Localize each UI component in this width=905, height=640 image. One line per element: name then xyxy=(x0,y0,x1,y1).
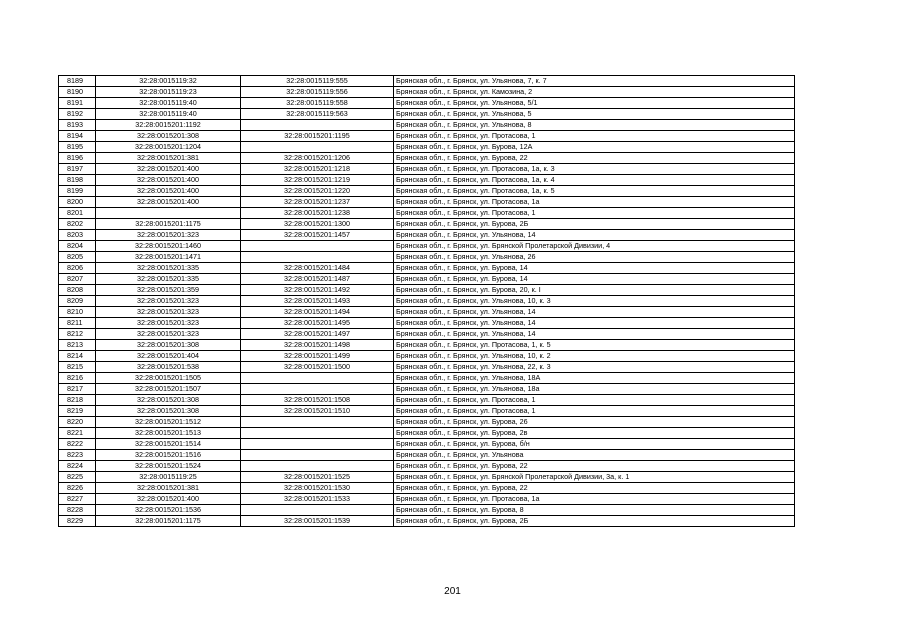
address-cell: Брянская обл., г. Брянск, ул. Бурова, 26 xyxy=(394,417,795,428)
row-number-cell: 8199 xyxy=(59,186,96,197)
land-cadastral-number-cell: 32:28:0015201:1524 xyxy=(96,461,241,472)
table-row xyxy=(59,351,795,362)
land-cadastral-number-cell: 32:28:0015119:40 xyxy=(96,109,241,120)
land-cadastral-number-cell: 32:28:0015201:400 xyxy=(96,494,241,505)
row-number-cell: 8227 xyxy=(59,494,96,505)
land-cadastral-number-cell: 32:28:0015201:323 xyxy=(96,296,241,307)
address-cell: Брянская обл., г. Брянск, ул. Ульянова, 10, к. 3 xyxy=(394,296,795,307)
land-cadastral-number-cell: 32:28:0015201:1175 xyxy=(96,516,241,527)
address-cell: Брянская обл., г. Брянск, ул. Ульянова, 5/1 xyxy=(394,98,795,109)
land-cadastral-number-cell: 32:28:0015201:381 xyxy=(96,483,241,494)
address-cell: Брянская обл., г. Брянск, ул. Бурова, 2Б xyxy=(394,219,795,230)
land-cadastral-number-cell: 32:28:0015201:1512 xyxy=(96,417,241,428)
land-cadastral-number-cell: 32:28:0015201:335 xyxy=(96,263,241,274)
table-row xyxy=(59,428,795,439)
table-row xyxy=(59,307,795,318)
row-number-cell: 8228 xyxy=(59,505,96,516)
building-cadastral-number-cell: 32:28:0015201:1494 xyxy=(241,307,394,318)
address-cell: Брянская обл., г. Брянск, ул. Протасова, 1 xyxy=(394,208,795,219)
table-row xyxy=(59,362,795,373)
land-cadastral-number-cell: 32:28:0015201:1516 xyxy=(96,450,241,461)
address-cell: Брянская обл., г. Брянск, ул. Бурова, 14 xyxy=(394,274,795,285)
building-cadastral-number-cell: 32:28:0015201:1510 xyxy=(241,406,394,417)
row-number-cell: 8200 xyxy=(59,197,96,208)
table-row xyxy=(59,472,795,483)
land-cadastral-number-cell: 32:28:0015201:1513 xyxy=(96,428,241,439)
building-cadastral-number-cell: 32:28:0015201:1499 xyxy=(241,351,394,362)
row-number-cell: 8208 xyxy=(59,285,96,296)
land-cadastral-number-cell: 32:28:0015201:1175 xyxy=(96,219,241,230)
address-cell: Брянская обл., г. Брянск, ул. Протасова, 1а xyxy=(394,197,795,208)
registry-body xyxy=(59,76,795,527)
address-cell: Брянская обл., г. Брянск, ул. Бурова, 2Б xyxy=(394,516,795,527)
row-number-cell: 8223 xyxy=(59,450,96,461)
table-row xyxy=(59,505,795,516)
row-number-cell: 8202 xyxy=(59,219,96,230)
land-cadastral-number-cell: 32:28:0015201:335 xyxy=(96,274,241,285)
building-cadastral-number-cell xyxy=(241,252,394,263)
row-number-cell: 8211 xyxy=(59,318,96,329)
address-cell: Брянская обл., г. Брянск, ул. Ульянова, 10, к. 2 xyxy=(394,351,795,362)
building-cadastral-number-cell xyxy=(241,461,394,472)
building-cadastral-number-cell: 32:28:0015119:563 xyxy=(241,109,394,120)
building-cadastral-number-cell xyxy=(241,120,394,131)
land-cadastral-number-cell: 32:28:0015119:32 xyxy=(96,76,241,87)
building-cadastral-number-cell: 32:28:0015119:555 xyxy=(241,76,394,87)
row-number-cell: 8193 xyxy=(59,120,96,131)
registry-table xyxy=(58,75,795,527)
building-cadastral-number-cell: 32:28:0015201:1533 xyxy=(241,494,394,505)
table-row xyxy=(59,461,795,472)
address-cell: Брянская обл., г. Брянск, ул. Протасова, 1 xyxy=(394,131,795,142)
row-number-cell: 8216 xyxy=(59,373,96,384)
row-number-cell: 8205 xyxy=(59,252,96,263)
address-cell: Брянская обл., г. Брянск, ул. Протасова, 1а, к. 5 xyxy=(394,186,795,197)
address-cell: Брянская обл., г. Брянск, ул. Протасова, 1а xyxy=(394,494,795,505)
building-cadastral-number-cell: 32:28:0015119:558 xyxy=(241,98,394,109)
address-cell: Брянская обл., г. Брянск, ул. Бурова, б/н xyxy=(394,439,795,450)
building-cadastral-number-cell xyxy=(241,450,394,461)
building-cadastral-number-cell: 32:28:0015201:1493 xyxy=(241,296,394,307)
building-cadastral-number-cell: 32:28:0015201:1237 xyxy=(241,197,394,208)
address-cell: Брянская обл., г. Брянск, ул. Протасова, 1а, к. 4 xyxy=(394,175,795,186)
building-cadastral-number-cell: 32:28:0015201:1195 xyxy=(241,131,394,142)
table-row xyxy=(59,208,795,219)
row-number-cell: 8191 xyxy=(59,98,96,109)
row-number-cell: 8214 xyxy=(59,351,96,362)
land-cadastral-number-cell: 32:28:0015201:1471 xyxy=(96,252,241,263)
land-cadastral-number-cell: 32:28:0015201:1192 xyxy=(96,120,241,131)
land-cadastral-number-cell: 32:28:0015201:323 xyxy=(96,318,241,329)
row-number-cell: 8190 xyxy=(59,87,96,98)
land-cadastral-number-cell: 32:28:0015201:381 xyxy=(96,153,241,164)
building-cadastral-number-cell: 32:28:0015201:1500 xyxy=(241,362,394,373)
building-cadastral-number-cell: 32:28:0015201:1238 xyxy=(241,208,394,219)
land-cadastral-number-cell: 32:28:0015201:1536 xyxy=(96,505,241,516)
row-number-cell: 8221 xyxy=(59,428,96,439)
address-cell: Брянская обл., г. Брянск, ул. Бурова, 2в xyxy=(394,428,795,439)
table-row xyxy=(59,87,795,98)
table-row xyxy=(59,329,795,340)
building-cadastral-number-cell: 32:28:0015201:1206 xyxy=(241,153,394,164)
row-number-cell: 8195 xyxy=(59,142,96,153)
row-number-cell: 8217 xyxy=(59,384,96,395)
table-row xyxy=(59,219,795,230)
table-row xyxy=(59,263,795,274)
address-cell: Брянская обл., г. Брянск, ул. Протасова, 1а, к. 3 xyxy=(394,164,795,175)
table-row xyxy=(59,164,795,175)
land-cadastral-number-cell: 32:28:0015201:308 xyxy=(96,406,241,417)
address-cell: Брянская обл., г. Брянск, ул. Брянской Пролетарской Дивизии, 4 xyxy=(394,241,795,252)
row-number-cell: 8219 xyxy=(59,406,96,417)
building-cadastral-number-cell xyxy=(241,142,394,153)
land-cadastral-number-cell: 32:28:0015201:323 xyxy=(96,329,241,340)
address-cell: Брянская обл., г. Брянск, ул. Бурова, 22 xyxy=(394,483,795,494)
row-number-cell: 8210 xyxy=(59,307,96,318)
row-number-cell: 8224 xyxy=(59,461,96,472)
table-row xyxy=(59,120,795,131)
land-cadastral-number-cell: 32:28:0015119:23 xyxy=(96,87,241,98)
address-cell: Брянская обл., г. Брянск, ул. Ульянова, 14 xyxy=(394,318,795,329)
address-cell: Брянская обл., г. Брянск, ул. Протасова, 1, к. 5 xyxy=(394,340,795,351)
land-cadastral-number-cell: 32:28:0015119:40 xyxy=(96,98,241,109)
land-cadastral-number-cell: 32:28:0015201:308 xyxy=(96,395,241,406)
building-cadastral-number-cell: 32:28:0015201:1220 xyxy=(241,186,394,197)
building-cadastral-number-cell: 32:28:0015201:1492 xyxy=(241,285,394,296)
row-number-cell: 8222 xyxy=(59,439,96,450)
address-cell: Брянская обл., г. Брянск, ул. Ульянова, 14 xyxy=(394,329,795,340)
address-cell: Брянская обл., г. Брянск, ул. Ульянова, 7, к. 7 xyxy=(394,76,795,87)
building-cadastral-number-cell xyxy=(241,439,394,450)
table-row xyxy=(59,76,795,87)
address-cell: Брянская обл., г. Брянск, ул. Бурова, 22 xyxy=(394,153,795,164)
land-cadastral-number-cell: 32:28:0015201:404 xyxy=(96,351,241,362)
land-cadastral-number-cell: 32:28:0015201:1507 xyxy=(96,384,241,395)
land-cadastral-number-cell: 32:28:0015201:1514 xyxy=(96,439,241,450)
address-cell: Брянская обл., г. Брянск, ул. Бурова, 8 xyxy=(394,505,795,516)
row-number-cell: 8220 xyxy=(59,417,96,428)
row-number-cell: 8212 xyxy=(59,329,96,340)
building-cadastral-number-cell: 32:28:0015201:1530 xyxy=(241,483,394,494)
address-cell: Брянская обл., г. Брянск, ул. Бурова, 12А xyxy=(394,142,795,153)
page-number: 201 xyxy=(444,586,461,597)
table-row xyxy=(59,483,795,494)
table-row xyxy=(59,494,795,505)
address-cell: Брянская обл., г. Брянск, ул. Ульянова, 14 xyxy=(394,230,795,241)
building-cadastral-number-cell: 32:28:0015201:1508 xyxy=(241,395,394,406)
row-number-cell: 8225 xyxy=(59,472,96,483)
row-number-cell: 8206 xyxy=(59,263,96,274)
land-cadastral-number-cell: 32:28:0015201:400 xyxy=(96,164,241,175)
row-number-cell: 8194 xyxy=(59,131,96,142)
table-row xyxy=(59,516,795,527)
row-number-cell: 8215 xyxy=(59,362,96,373)
table-row xyxy=(59,417,795,428)
building-cadastral-number-cell: 32:28:0015201:1300 xyxy=(241,219,394,230)
address-cell: Брянская обл., г. Брянск, ул. Ульянова xyxy=(394,450,795,461)
building-cadastral-number-cell xyxy=(241,417,394,428)
table-row xyxy=(59,252,795,263)
land-cadastral-number-cell: 32:28:0015201:400 xyxy=(96,175,241,186)
building-cadastral-number-cell: 32:28:0015201:1487 xyxy=(241,274,394,285)
table-row xyxy=(59,175,795,186)
address-cell: Брянская обл., г. Брянск, ул. Ульянова, 26 xyxy=(394,252,795,263)
row-number-cell: 8204 xyxy=(59,241,96,252)
row-number-cell: 8197 xyxy=(59,164,96,175)
land-cadastral-number-cell: 32:28:0015201:1204 xyxy=(96,142,241,153)
table-row xyxy=(59,439,795,450)
row-number-cell: 8198 xyxy=(59,175,96,186)
building-cadastral-number-cell xyxy=(241,241,394,252)
row-number-cell: 8192 xyxy=(59,109,96,120)
land-cadastral-number-cell: 32:28:0015201:308 xyxy=(96,131,241,142)
table-row xyxy=(59,186,795,197)
land-cadastral-number-cell xyxy=(96,208,241,219)
building-cadastral-number-cell: 32:28:0015201:1497 xyxy=(241,329,394,340)
table-row xyxy=(59,98,795,109)
land-cadastral-number-cell: 32:28:0015201:400 xyxy=(96,197,241,208)
table-row xyxy=(59,230,795,241)
table-row xyxy=(59,373,795,384)
address-cell: Брянская обл., г. Брянск, ул. Ульянова, 18а xyxy=(394,384,795,395)
row-number-cell: 8213 xyxy=(59,340,96,351)
address-cell: Брянская обл., г. Брянск, ул. Ульянова, 8 xyxy=(394,120,795,131)
table-row xyxy=(59,395,795,406)
building-cadastral-number-cell: 32:28:0015201:1457 xyxy=(241,230,394,241)
building-cadastral-number-cell xyxy=(241,428,394,439)
table-row xyxy=(59,274,795,285)
building-cadastral-number-cell xyxy=(241,373,394,384)
table-row xyxy=(59,241,795,252)
table-row xyxy=(59,406,795,417)
table-row xyxy=(59,131,795,142)
table-row xyxy=(59,153,795,164)
land-cadastral-number-cell: 32:28:0015201:1505 xyxy=(96,373,241,384)
building-cadastral-number-cell xyxy=(241,384,394,395)
row-number-cell: 8229 xyxy=(59,516,96,527)
building-cadastral-number-cell: 32:28:0015201:1498 xyxy=(241,340,394,351)
land-cadastral-number-cell: 32:28:0015201:538 xyxy=(96,362,241,373)
address-cell: Брянская обл., г. Брянск, ул. Ульянова, 5 xyxy=(394,109,795,120)
table-row xyxy=(59,296,795,307)
building-cadastral-number-cell: 32:28:0015201:1218 xyxy=(241,164,394,175)
building-cadastral-number-cell: 32:28:0015201:1484 xyxy=(241,263,394,274)
row-number-cell: 8226 xyxy=(59,483,96,494)
row-number-cell: 8218 xyxy=(59,395,96,406)
land-cadastral-number-cell: 32:28:0015119:25 xyxy=(96,472,241,483)
land-cadastral-number-cell: 32:28:0015201:359 xyxy=(96,285,241,296)
table-row xyxy=(59,197,795,208)
row-number-cell: 8207 xyxy=(59,274,96,285)
building-cadastral-number-cell: 32:28:0015201:1495 xyxy=(241,318,394,329)
address-cell: Брянская обл., г. Брянск, ул. Протасова, 1 xyxy=(394,395,795,406)
address-cell: Брянская обл., г. Брянск, ул. Бурова, 22 xyxy=(394,461,795,472)
land-cadastral-number-cell: 32:28:0015201:323 xyxy=(96,307,241,318)
table-row xyxy=(59,142,795,153)
land-cadastral-number-cell: 32:28:0015201:1460 xyxy=(96,241,241,252)
table-row xyxy=(59,285,795,296)
land-cadastral-number-cell: 32:28:0015201:323 xyxy=(96,230,241,241)
table-row xyxy=(59,340,795,351)
address-cell: Брянская обл., г. Брянск, ул. Ульянова, 14 xyxy=(394,307,795,318)
land-cadastral-number-cell: 32:28:0015201:400 xyxy=(96,186,241,197)
address-cell: Брянская обл., г. Брянск, ул. Брянской Пролетарской Дивизии, 3а, к. 1 xyxy=(394,472,795,483)
address-cell: Брянская обл., г. Брянск, ул. Бурова, 20, к. I xyxy=(394,285,795,296)
address-cell: Брянская обл., г. Брянск, ул. Бурова, 14 xyxy=(394,263,795,274)
address-cell: Брянская обл., г. Брянск, ул. Ульянова, 22, к. 3 xyxy=(394,362,795,373)
address-cell: Брянская обл., г. Брянск, ул. Ульянова, 18А xyxy=(394,373,795,384)
building-cadastral-number-cell: 32:28:0015119:556 xyxy=(241,87,394,98)
building-cadastral-number-cell xyxy=(241,505,394,516)
table-row xyxy=(59,109,795,120)
address-cell: Брянская обл., г. Брянск, ул. Протасова, 1 xyxy=(394,406,795,417)
table-row xyxy=(59,384,795,395)
land-cadastral-number-cell: 32:28:0015201:308 xyxy=(96,340,241,351)
building-cadastral-number-cell: 32:28:0015201:1539 xyxy=(241,516,394,527)
building-cadastral-number-cell: 32:28:0015201:1219 xyxy=(241,175,394,186)
row-number-cell: 8189 xyxy=(59,76,96,87)
building-cadastral-number-cell: 32:28:0015201:1525 xyxy=(241,472,394,483)
row-number-cell: 8209 xyxy=(59,296,96,307)
row-number-cell: 8203 xyxy=(59,230,96,241)
address-cell: Брянская обл., г. Брянск, ул. Камозина, 2 xyxy=(394,87,795,98)
row-number-cell: 8201 xyxy=(59,208,96,219)
row-number-cell: 8196 xyxy=(59,153,96,164)
table-row xyxy=(59,450,795,461)
table-row xyxy=(59,318,795,329)
